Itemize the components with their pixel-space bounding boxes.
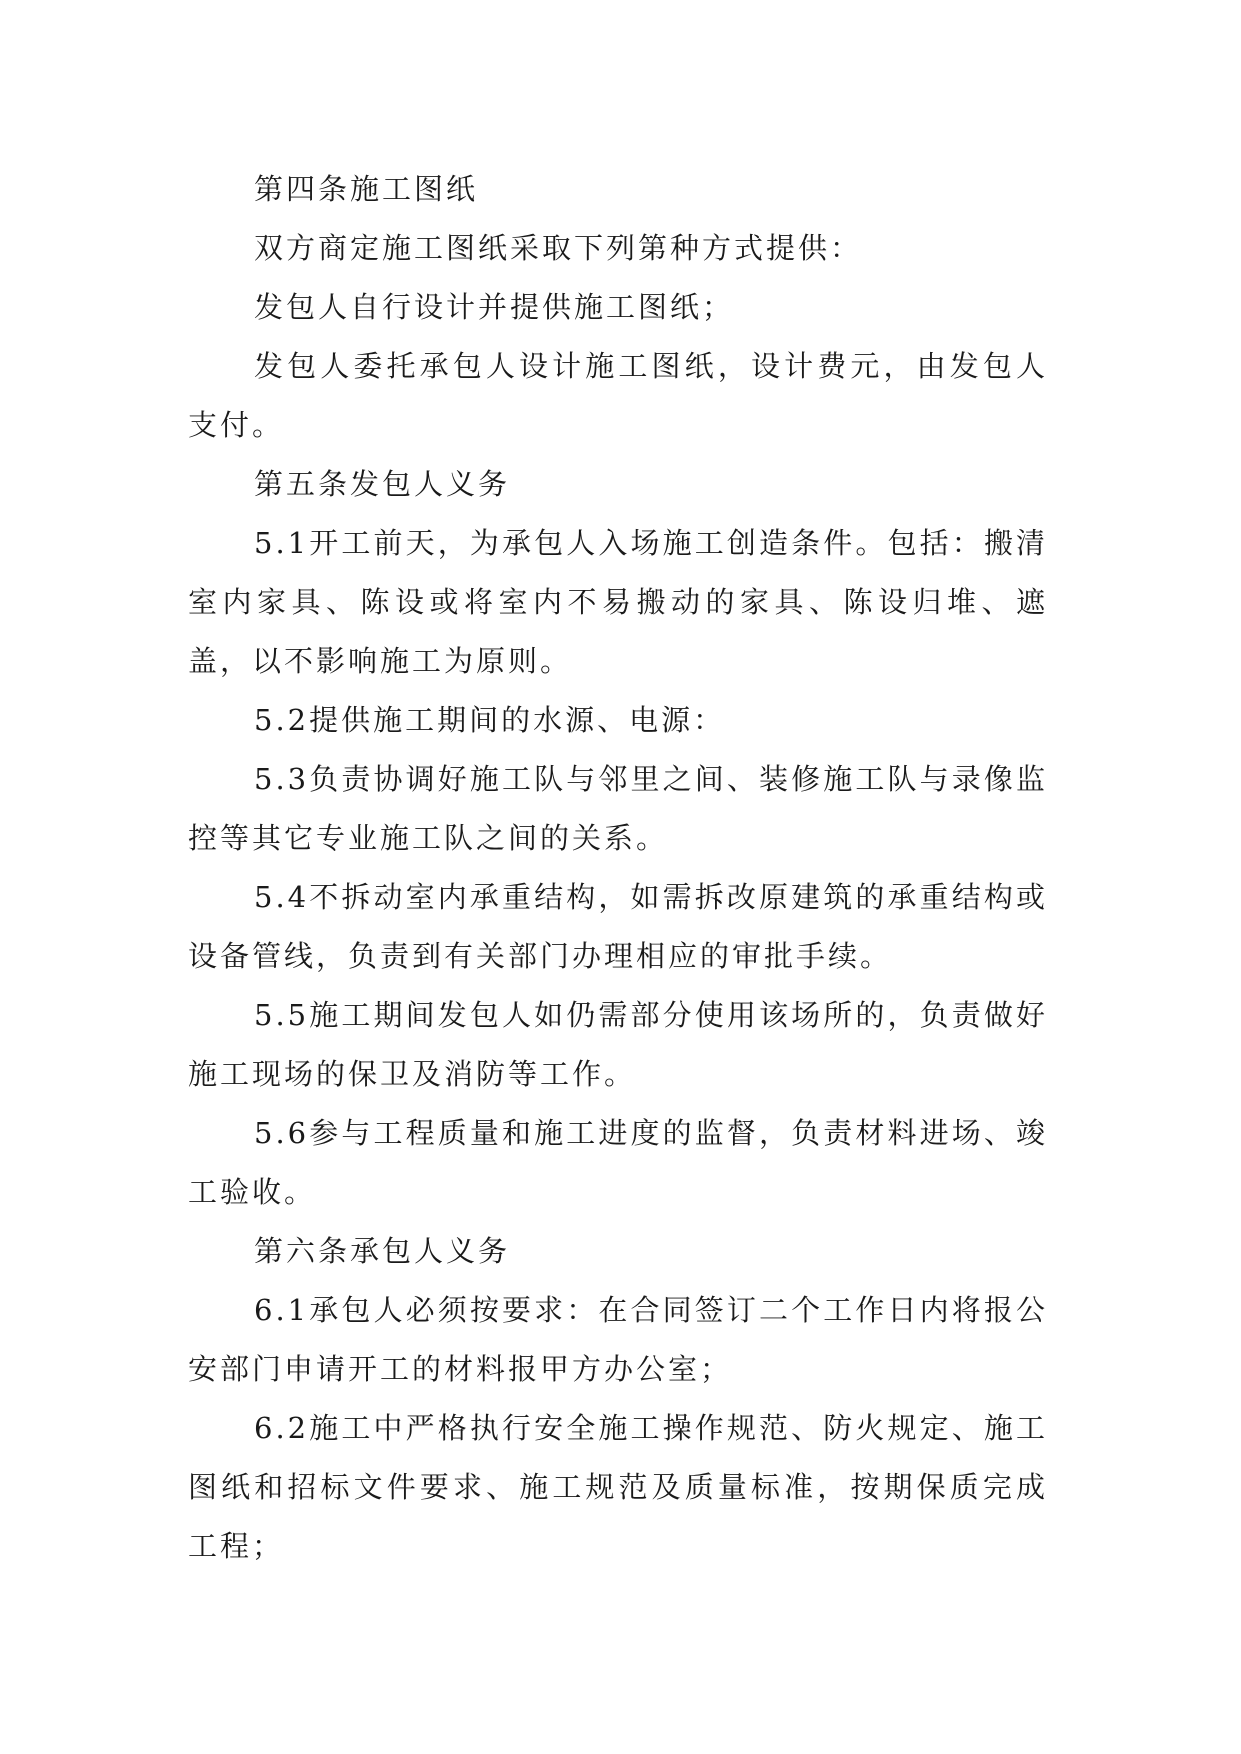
document-body <box>188 160 1048 1576</box>
paragraph: 发包人委托承包人设计施工图纸，设计费元，由发包人支付。 <box>188 349 1048 442</box>
article-6-heading: 第六条承包人义务 <box>254 1234 511 1268</box>
clause-5-4: 5.4不拆动室内承重结构，如需拆改原建筑的承重结构或设备管线，负责到有关部门办理相应的审批手续。 <box>188 880 1048 973</box>
clause-5-1: 5.1开工前天，为承包人入场施工创造条件。包括：搬清室内家具、陈设或将室内不易搬动的家具、陈设归堆、遮盖，以不影响施工为原则。 <box>188 526 1048 678</box>
clause-5-2: 5.2提供施工期间的水源、电源： <box>254 703 726 737</box>
clause-5-6: 5.6参与工程质量和施工进度的监督，负责材料进场、竣工验收。 <box>188 1116 1048 1209</box>
clause-6-2: 6.2施工中严格执行安全施工操作规范、防火规定、施工图纸和招标文件要求、施工规范及质量标准，按期保质完成工程； <box>188 1411 1048 1563</box>
paragraph: 发包人自行设计并提供施工图纸； <box>254 290 735 324</box>
clause-6-1: 6.1承包人必须按要求：在合同签订二个工作日内将报公安部门申请开工的材料报甲方办公室； <box>188 1293 1048 1386</box>
paragraph: 双方商定施工图纸采取下列第种方式提供： <box>254 231 863 265</box>
clause-5-5: 5.5施工期间发包人如仍需部分使用该场所的，负责做好施工现场的保卫及消防等工作。 <box>188 998 1048 1091</box>
article-5-heading: 第五条发包人义务 <box>254 467 511 501</box>
clause-5-3: 5.3负责协调好施工队与邻里之间、装修施工队与录像监控等其它专业施工队之间的关系。 <box>188 762 1048 855</box>
article-4-heading: 第四条施工图纸 <box>254 172 479 206</box>
